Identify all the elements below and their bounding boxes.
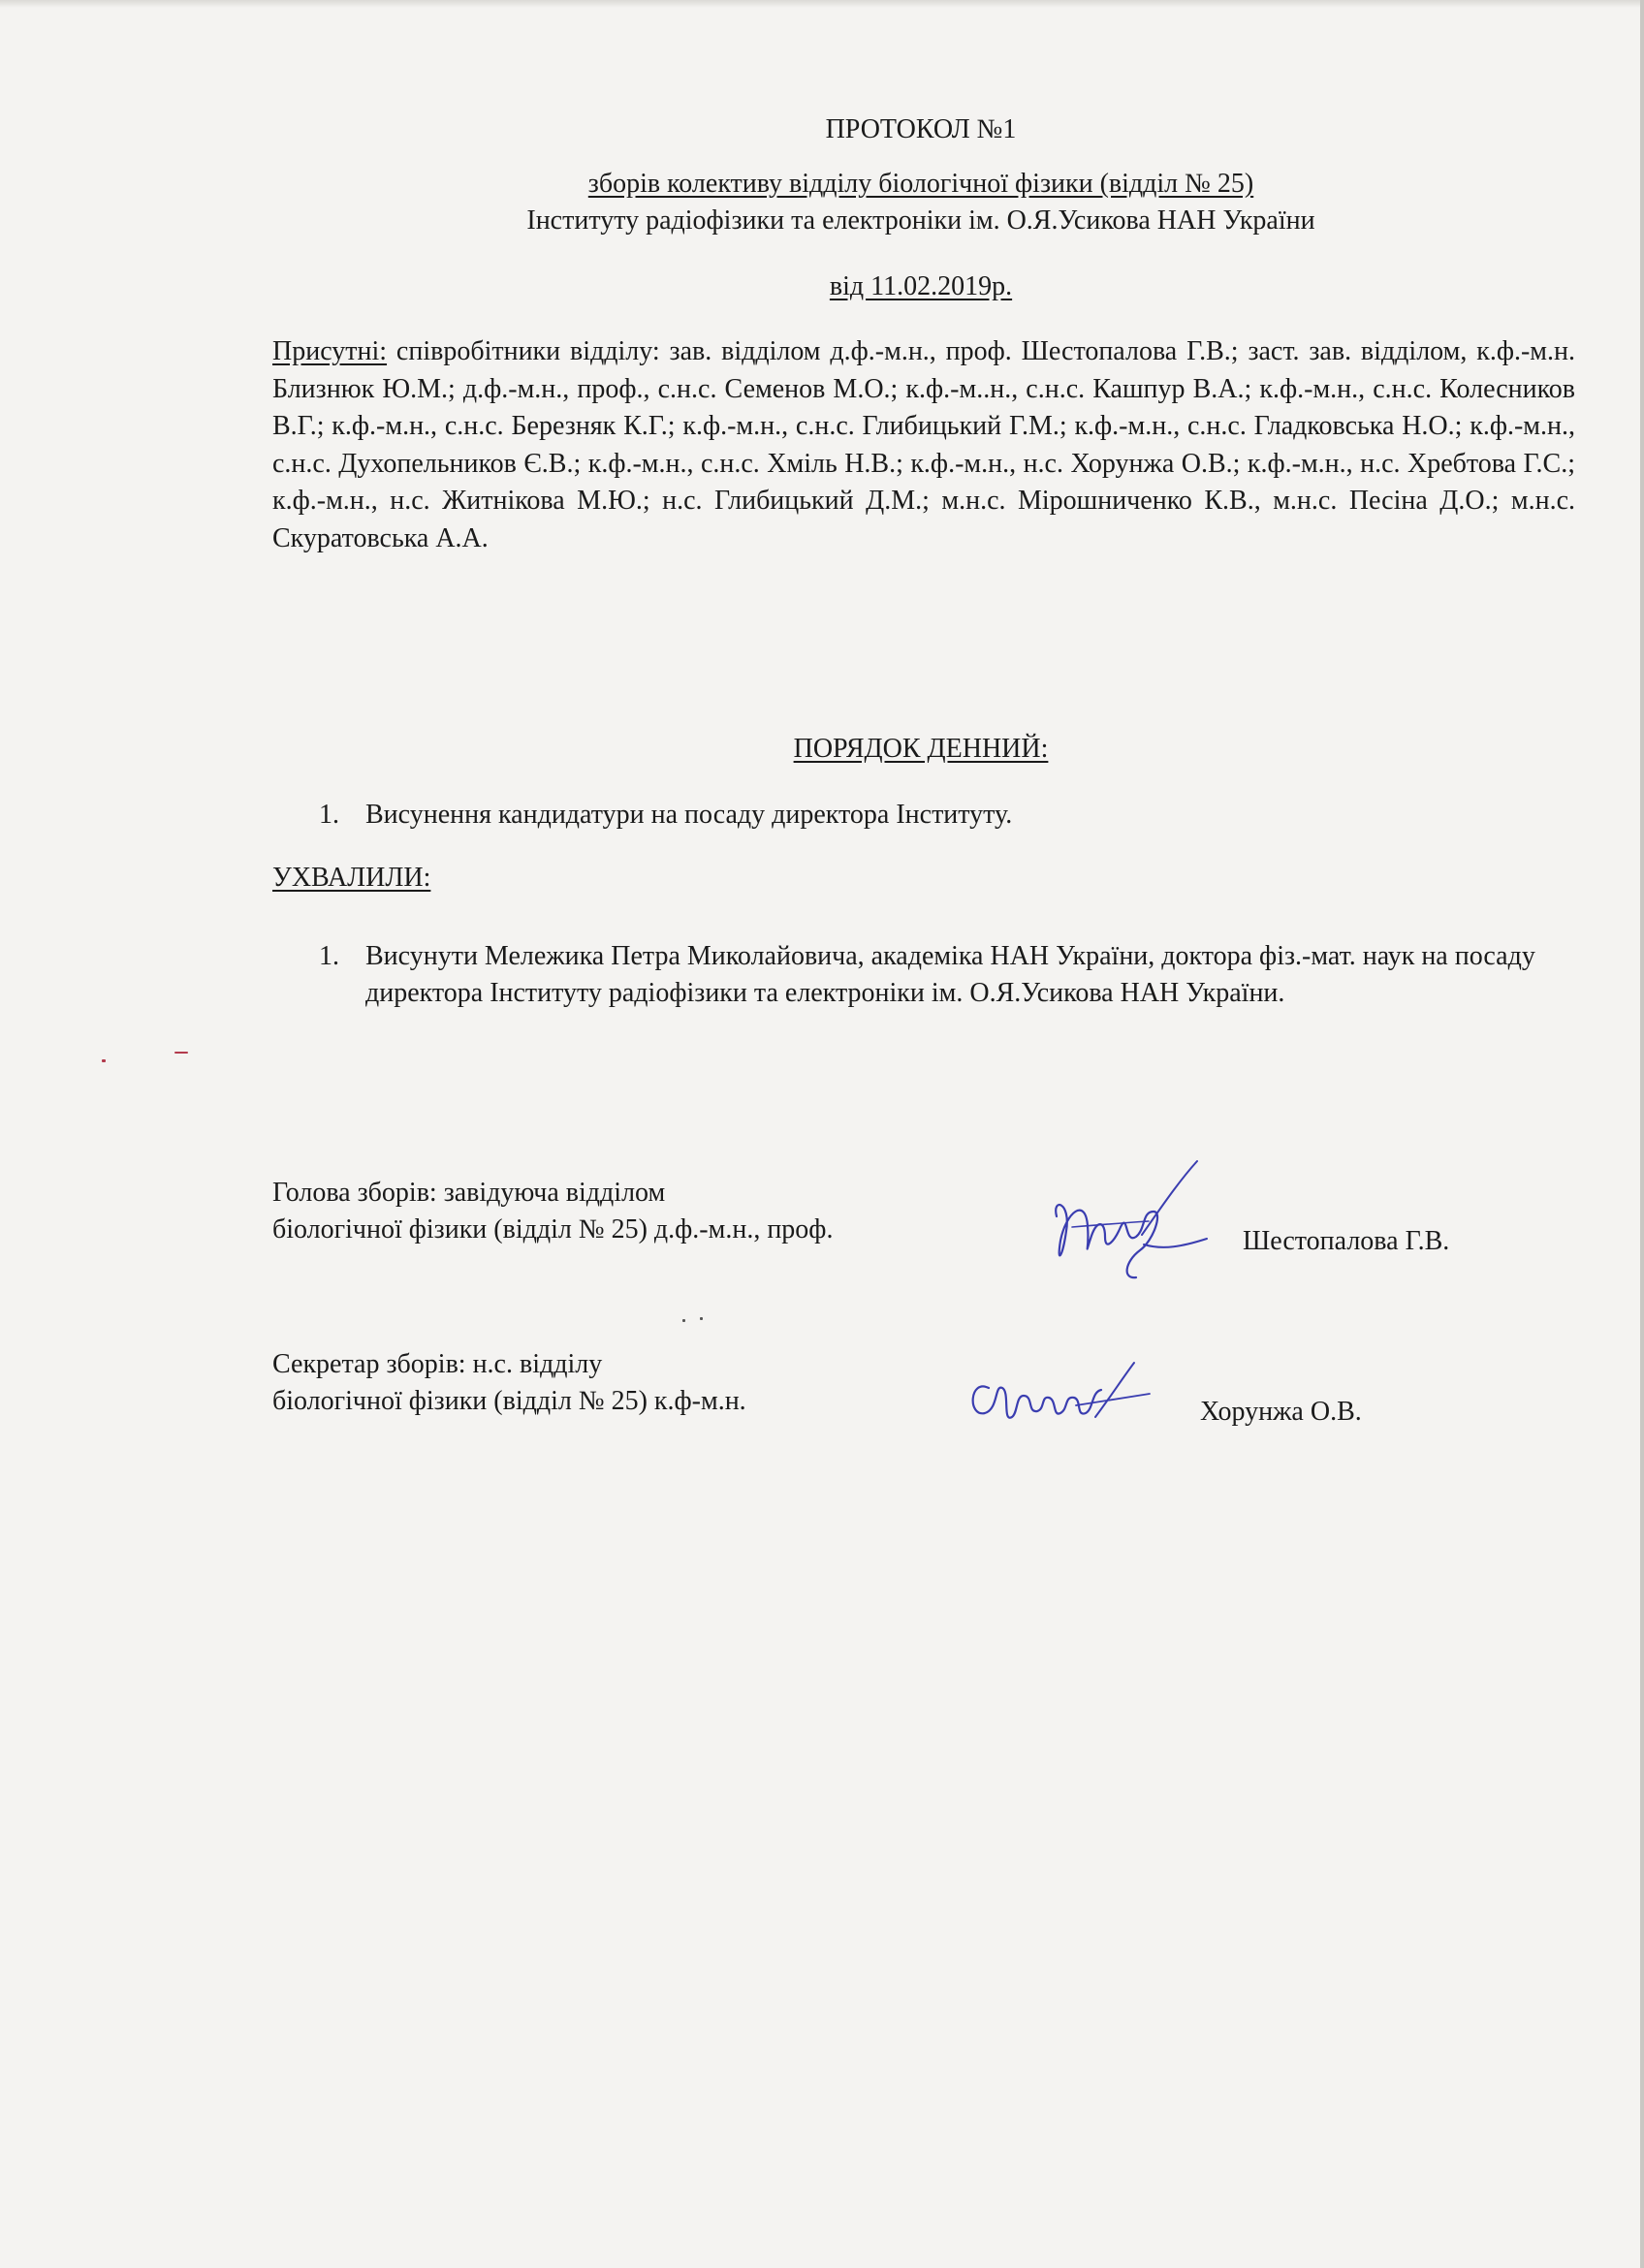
agenda-item: [319, 797, 1608, 835]
protocol-subtitle-line1-text: зборів колективу відділу біологічної фізики (відділ № 25): [587, 169, 1254, 199]
agenda-item-text: Висунення кандидатури на посаду директора Інституту.: [365, 800, 1013, 830]
attendees-paragraph: [272, 333, 1575, 557]
secretary-name: Хорунжа О.В.: [1200, 1397, 1362, 1427]
chair-signature-icon: [1028, 1144, 1241, 1299]
protocol-subtitle-line1: [271, 167, 1570, 202]
scan-speck: [102, 1059, 106, 1062]
resolved-item-text: Висунути Мележика Петра Миколайовича, академіка НАН України, доктора фіз.-мат. наук на посаду директора Інституту радіофізики та електроніки ім. О.Я.Усикова НАН України.: [365, 941, 1535, 1008]
scan-edge-top: [0, 0, 1644, 8]
resolved-heading: [272, 861, 430, 896]
scan-speck: [682, 1319, 685, 1322]
resolved-item: [319, 938, 1608, 1055]
secretary-role-line2: біологічної фізики (відділ № 25) к.ф-м.н.: [272, 1386, 746, 1416]
resolved-heading-text: УХВАЛИЛИ:: [272, 863, 431, 893]
attendees-label: Присутні:: [272, 336, 388, 366]
scan-speck: [700, 1317, 703, 1320]
agenda-heading: [271, 732, 1570, 767]
chair-role-line2: біологічної фізики (відділ № 25) д.ф.-м.н., проф.: [272, 1214, 834, 1244]
scan-edge-right: [1640, 0, 1644, 2268]
agenda-item-number: 1.: [319, 800, 339, 830]
secretary-signature-icon: [960, 1349, 1154, 1442]
agenda-heading-text: ПОРЯДОК ДЕННИЙ:: [793, 734, 1049, 764]
protocol-date: [271, 269, 1570, 304]
secretary-block: [272, 1346, 746, 1420]
protocol-subtitle-line2: Інституту радіофізики та електроніки ім. О.Я.Усикова НАН України: [526, 205, 1315, 236]
secretary-role-line1: Секретар зборів: н.с. відділу: [272, 1349, 603, 1379]
attendees-text: співробітники відділу: зав. відділом д.ф.-м.н., проф. Шестопалова Г.В.; заст. зав. відділом, к.ф.-м.н. Близнюк Ю.М.; д.ф.-м.н., проф., с.н.с. Семенов М.О.; к.ф.-м..н., с.н.с. Кашпур В.А.; к.ф.-м.н., с.н.с. Колесников В.Г.; к.ф.-м.н., с.н.с. Березняк К.Г.; к.ф.-м.н., с.н.с. Глибицький Г.М.; к.ф.-м.н., с.н.с. Гладковська Н.О.; к.ф.-м.н., с.н.с. Духопельников Є.В.; к.ф.-м.н., с.н.с. Хміль Н.В.; к.ф.-м.н., н.с. Хорунжа О.В.; к.ф.-м.н., н.с. Хребтова Г.С.; к.ф.-м.н., н.с. Житнікова М.Ю.; н.с. Глибицький Д.М.; м.н.с. Мірошниченко К.В., м.н.с. Песіна Д.О.; м.н.с. Скуратовська А.А.: [272, 336, 1575, 553]
protocol-date-text: від 11.02.2019р.: [829, 271, 1013, 301]
resolved-item-number: 1.: [319, 941, 339, 971]
chair-block: [272, 1175, 833, 1248]
scan-speck: [174, 1052, 188, 1054]
chair-role-line1: Голова зборів: завідуюча відділом: [272, 1178, 666, 1208]
chair-name: Шестопалова Г.В.: [1243, 1226, 1450, 1256]
protocol-title: ПРОТОКОЛ №1: [825, 114, 1017, 144]
